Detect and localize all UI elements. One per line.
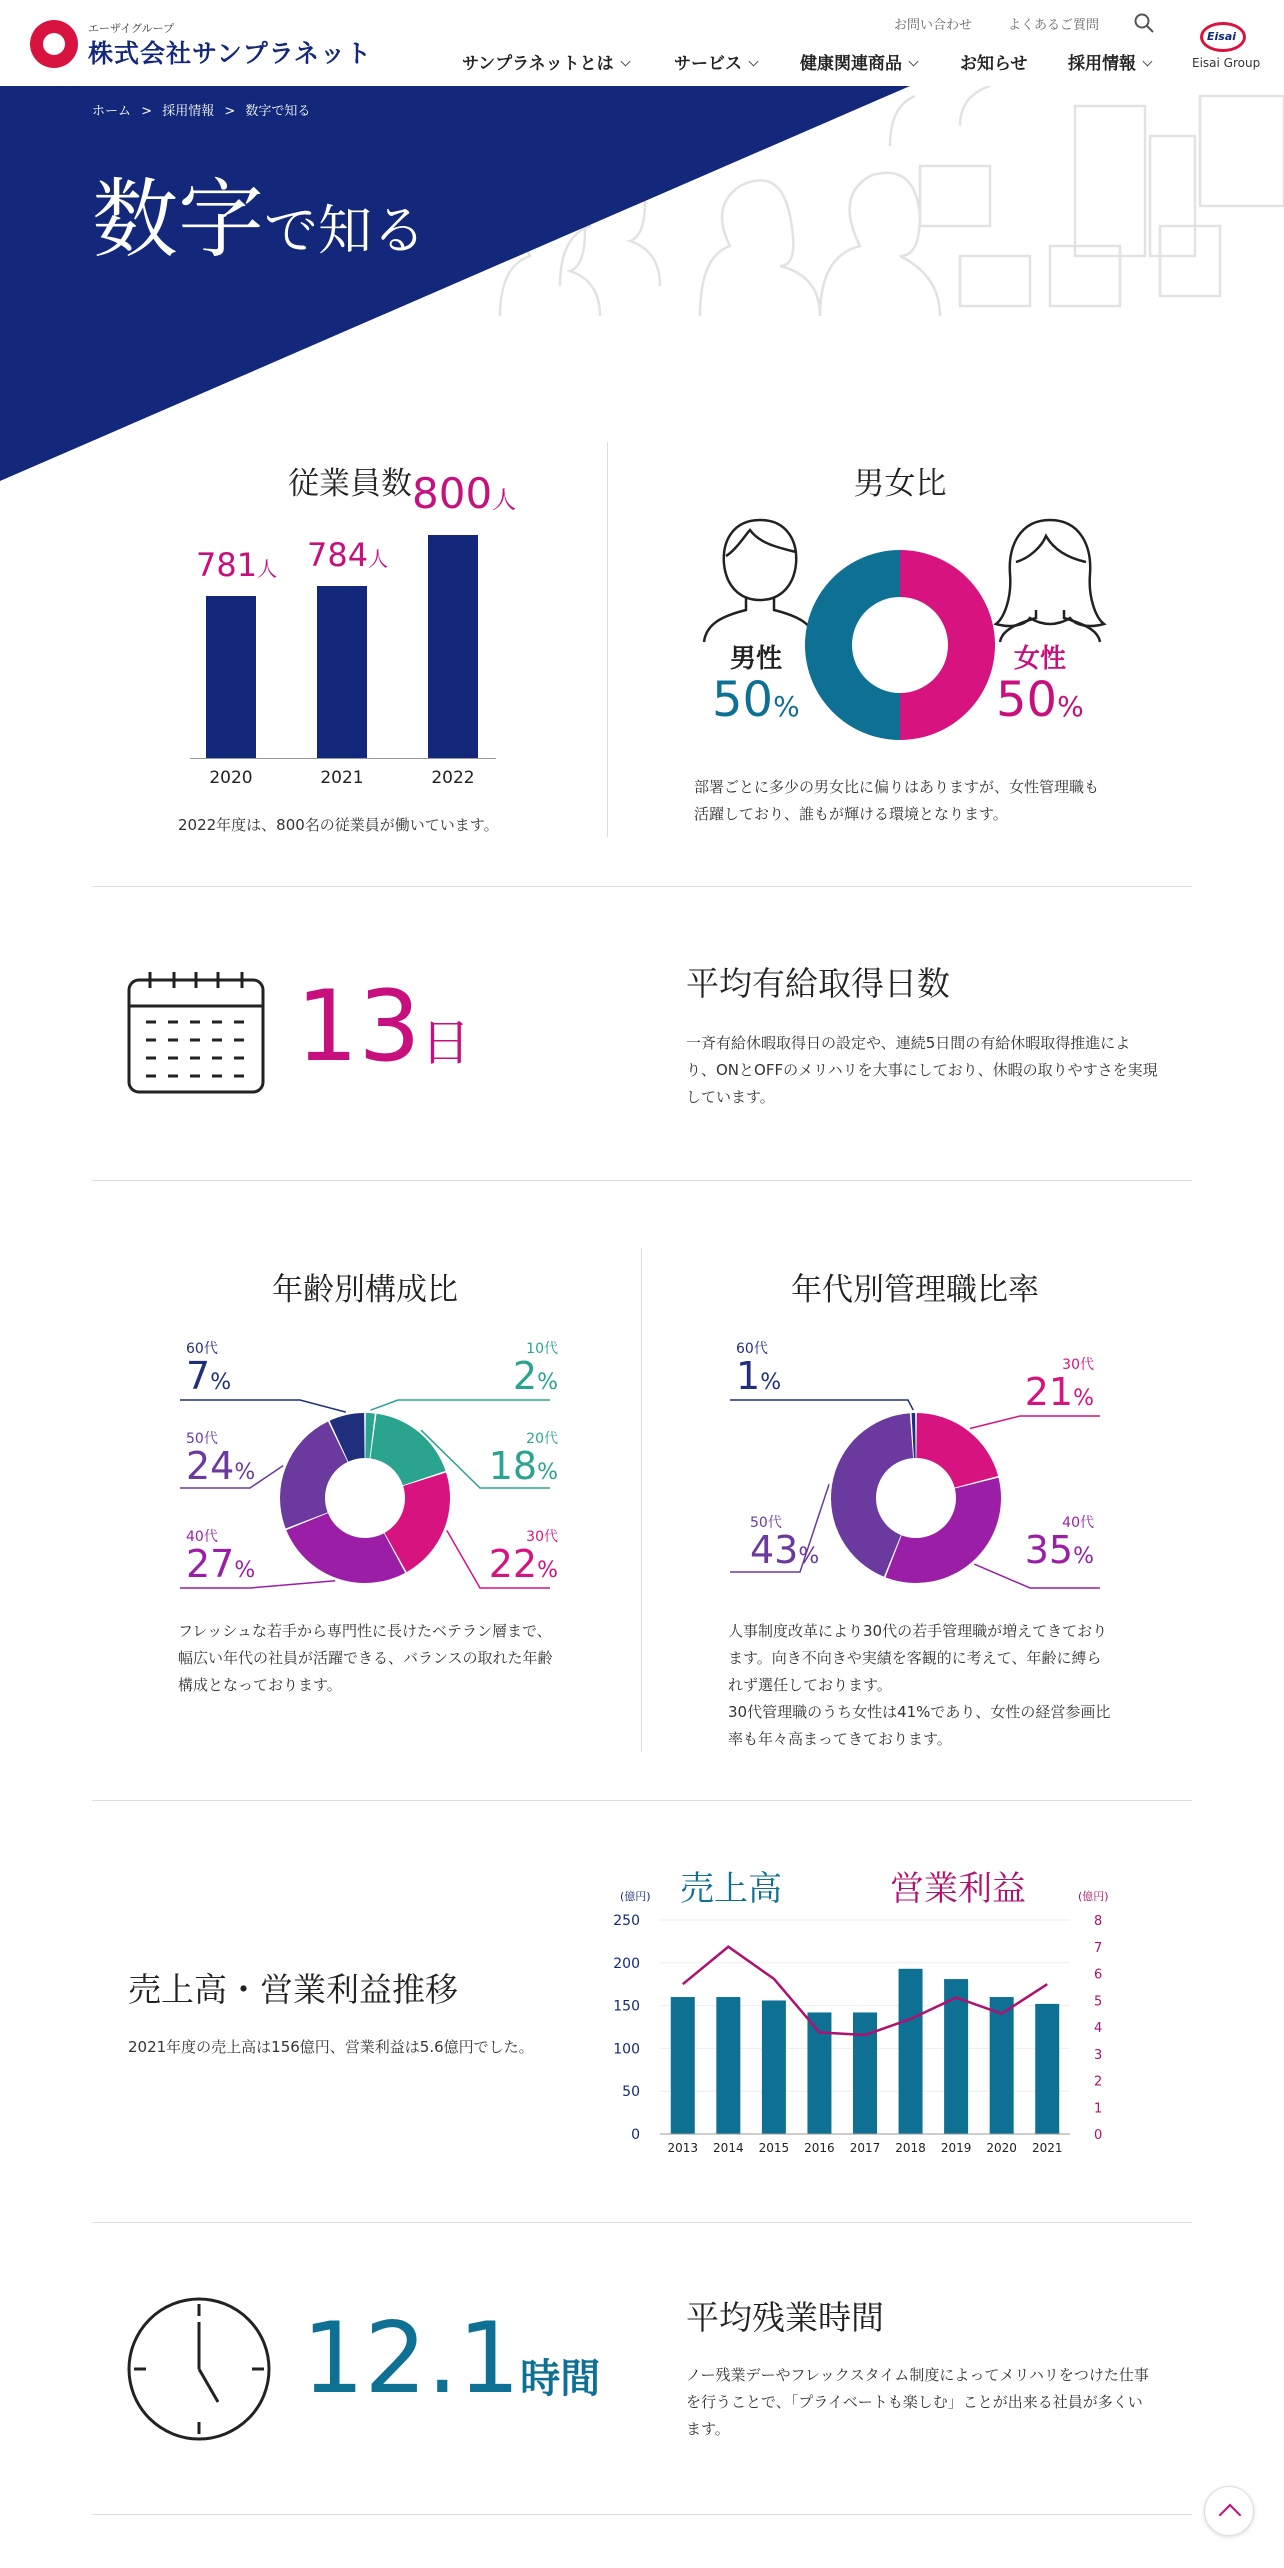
age-note-line: フレッシュな若手から専門性に長けたベテラン層まで、 <box>178 1622 552 1640</box>
breadcrumb-current: 数字で知る <box>245 104 311 119</box>
overtime-value: 12.1時間 <box>302 2302 601 2416</box>
right-axis-tick: 4 <box>1094 2021 1103 2036</box>
chevron-down-icon <box>909 57 919 67</box>
age-note <box>178 1618 553 1699</box>
employee-bar <box>317 586 367 758</box>
overtime-note <box>686 2362 1149 2443</box>
left-axis-tick: 150 <box>613 1998 640 2015</box>
managers-note-line: ます。向き不向きや実績を客観的に考えて、年齢に縛ら <box>728 1649 1102 1667</box>
sales-bar <box>853 2012 877 2134</box>
breadcrumb-recruit[interactable]: 採用情報 <box>162 104 215 119</box>
sales-profit-chart <box>600 1860 1120 2160</box>
employee-year-label: 2020 <box>209 768 253 788</box>
breadcrumb-home[interactable]: ホーム <box>92 104 132 119</box>
donut-slice-label: 60代 1% <box>736 1341 782 1398</box>
right-axis-unit: (億円) <box>1078 1890 1109 1903</box>
managers-note <box>728 1618 1110 1753</box>
right-axis-tick: 0 <box>1094 2128 1103 2143</box>
back-to-top-button[interactable] <box>1204 2486 1254 2536</box>
paid-leave-note-line: 一斉有給休暇取得日の設定や、連続5日間の有給休暇取得推進によ <box>686 1034 1131 1052</box>
donut-slice-label: 40代 27% <box>186 1529 256 1586</box>
chevron-down-icon <box>1143 57 1153 67</box>
employees-note: 2022年度は、800名の従業員が働いています。 <box>178 816 499 834</box>
female-value: 50% <box>996 672 1084 728</box>
sales-bar <box>899 1969 923 2134</box>
gender-slice-female <box>900 550 995 740</box>
sales-bar <box>716 1997 740 2134</box>
managers-title: 年代別管理職比率 <box>791 1272 1039 1308</box>
sales-year-label: 2019 <box>940 2141 972 2155</box>
donut-slice-label: 50代 24% <box>186 1431 256 1488</box>
sales-year-label: 2021 <box>1031 2141 1063 2155</box>
faq-link[interactable]: よくあるご質問 <box>1008 18 1100 33</box>
donut-slice-label: 30代 21% <box>1024 1357 1094 1414</box>
donut-slice <box>286 1513 405 1583</box>
sales-year-label: 2013 <box>667 2141 699 2155</box>
sales-year-label: 2015 <box>758 2141 790 2155</box>
page-title-main: 数字 <box>92 170 264 270</box>
overtime-title: 平均残業時間 <box>686 2298 884 2337</box>
employee-axis-line <box>190 758 496 759</box>
paid-leave-note-line: しています。 <box>686 1088 775 1106</box>
sales-bar <box>671 1997 695 2134</box>
left-axis-tick: 50 <box>622 2084 640 2101</box>
paid-leave-note-line: り、ONとOFFのメリハリを大事にしており、休暇の取りやすさを実現 <box>686 1061 1158 1079</box>
right-axis-tick: 5 <box>1094 1994 1103 2010</box>
gender-note-line: 部署ごとに多少の男女比に偏りはありますが、女性管理職も <box>694 778 1100 796</box>
sales-title: 売上高・営業利益推移 <box>128 1970 458 2009</box>
employee-year-label: 2022 <box>431 768 475 788</box>
right-axis-tick: 1 <box>1094 2101 1103 2117</box>
breadcrumb <box>92 100 310 119</box>
employee-bar-label: 781人 <box>196 546 278 584</box>
male-value: 50% <box>712 672 800 728</box>
right-axis-tick: 7 <box>1094 1940 1103 1956</box>
gender-slice-male <box>805 550 900 740</box>
breadcrumb-separator: > <box>224 104 236 119</box>
divider <box>92 1180 1192 1181</box>
age-note-line: 幅広い年代の社員が活躍できる、バランスの取れた年齢 <box>178 1649 553 1667</box>
calendar-icon <box>126 970 266 1096</box>
eisai-logo-text: Eisai <box>1207 30 1237 43</box>
left-axis-tick: 0 <box>631 2127 640 2143</box>
employee-bar-label: 784人 <box>307 536 389 575</box>
site-header <box>0 0 1284 86</box>
divider <box>607 442 608 837</box>
clock-icon <box>126 2296 272 2442</box>
employee-year-label: 2021 <box>320 768 364 788</box>
right-axis-tick: 8 <box>1094 1914 1103 1929</box>
eisai-group-label: Eisai Group <box>1192 56 1261 70</box>
donut-slice <box>886 1478 1001 1583</box>
sales-year-label: 2020 <box>986 2141 1017 2155</box>
paid-leave-note <box>686 1030 1158 1111</box>
gender-note <box>694 774 1099 828</box>
chevron-down-icon <box>620 57 630 67</box>
age-note-line: 構成となっております。 <box>178 1676 342 1694</box>
gender-note-line: 活躍しており、誰もが輝ける環境となります。 <box>694 805 1008 823</box>
donut-slice-label: 40代 35% <box>1024 1515 1094 1572</box>
gender-donut-chart <box>800 545 1000 745</box>
overtime-note-line: を行うことで、「プライベートも楽しむ」ことが出来る社員が多くい <box>686 2393 1143 2411</box>
female-label: 女性 <box>1014 644 1067 674</box>
employee-bar <box>428 535 478 758</box>
age-title: 年齢別構成比 <box>272 1272 458 1308</box>
search-icon[interactable] <box>1133 12 1155 34</box>
female-figure-icon <box>990 510 1110 645</box>
eisai-logo[interactable] <box>1200 22 1246 52</box>
nav-services[interactable]: サービス <box>674 49 757 74</box>
chevron-down-icon <box>749 57 759 67</box>
donut-slice-label: 10代 2% <box>512 1341 558 1398</box>
sales-note: 2021年度の売上高は156億円、営業利益は5.6億円でした。 <box>128 2038 534 2056</box>
managers-note-line: 人事制度改革により30代の若手管理職が増えてきており <box>728 1622 1108 1640</box>
right-axis-tick: 2 <box>1094 2074 1103 2090</box>
donut-slice-label: 50代 43% <box>750 1515 820 1572</box>
managers-note-line: 率も年々高まってきております。 <box>728 1730 952 1748</box>
nav-about[interactable]: サンプラネットとは <box>462 49 629 74</box>
managers-note-line: れず選任しております。 <box>728 1676 892 1694</box>
left-axis-tick: 250 <box>613 1913 640 1929</box>
overtime-note-line: ノー残業デーやフレックスタイム制度によってメリハリをつけた仕事 <box>686 2366 1149 2384</box>
sales-bar <box>762 2000 786 2134</box>
overtime-note-line: ます。 <box>686 2420 730 2438</box>
nav-recruit[interactable]: 採用情報 <box>1068 49 1151 74</box>
sales-year-label: 2016 <box>804 2141 835 2155</box>
right-axis-tick: 3 <box>1094 2047 1103 2063</box>
contact-link[interactable]: お問い合わせ <box>894 18 973 33</box>
legend-sales: 売上高 <box>680 1869 782 1909</box>
legend-profit: 営業利益 <box>890 1869 1026 1909</box>
donut-slice-label: 20代 18% <box>488 1431 558 1488</box>
employees-title: 従業員数 <box>288 466 412 502</box>
sales-year-label: 2017 <box>849 2141 881 2155</box>
left-axis-tick: 200 <box>613 1955 640 1972</box>
left-axis-unit: (億円) <box>620 1890 651 1903</box>
nav-health-products[interactable]: 健康関連商品 <box>800 49 917 74</box>
paid-leave-value: 13日 <box>296 970 471 1084</box>
employee-bar <box>206 596 256 758</box>
divider <box>92 1800 1192 1801</box>
divider <box>92 2222 1192 2223</box>
employee-bar-label: 800人 <box>412 469 517 519</box>
sales-bar <box>990 1997 1014 2134</box>
sunplanet-logo-mark[interactable] <box>30 20 78 68</box>
left-axis-tick: 100 <box>613 2041 640 2058</box>
page-title <box>92 150 426 274</box>
breadcrumb-separator: > <box>141 104 153 119</box>
paid-leave-title: 平均有給取得日数 <box>686 964 950 1003</box>
sales-year-label: 2018 <box>895 2141 926 2155</box>
nav-news[interactable]: お知らせ <box>960 54 1028 74</box>
right-axis-tick: 6 <box>1094 1967 1103 1983</box>
sales-year-label: 2014 <box>713 2141 744 2155</box>
sales-bar <box>1035 2004 1059 2134</box>
divider <box>92 886 1192 887</box>
donut-slice <box>370 1414 445 1485</box>
donut-slice-label: 30代 22% <box>488 1529 558 1586</box>
hero-background <box>0 86 1284 486</box>
divider <box>641 1248 642 1752</box>
male-label: 男性 <box>730 644 783 674</box>
logo-subtitle: エーザイグループ <box>88 22 175 35</box>
company-logo-text[interactable]: 株式会社サンプラネット <box>88 39 373 68</box>
managers-note-line: 30代管理職のうち女性は41%であり、女性の経営参画比 <box>728 1703 1111 1721</box>
page-title-sub: で知る <box>264 199 426 262</box>
gender-title: 男女比 <box>853 466 947 502</box>
donut-slice-label: 60代 7% <box>186 1341 232 1398</box>
divider <box>92 2514 1192 2515</box>
